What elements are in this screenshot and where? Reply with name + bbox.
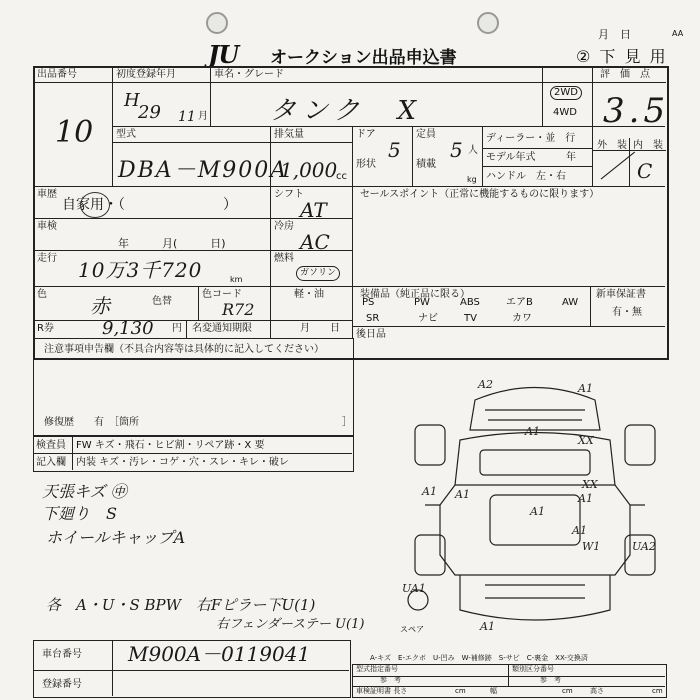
- damage-mark: A1: [530, 505, 545, 518]
- cert-size-label: 車検証明書 長さ: [356, 687, 408, 695]
- equip-airbag: エアB: [506, 297, 533, 308]
- color-label: 色: [37, 289, 47, 300]
- reg-no-label: 登録番号: [42, 679, 82, 690]
- form-title: オークション出品申込書: [270, 48, 457, 68]
- damage-legend: A-キズ E-エクボ U-凹み W-補修跡 S-サビ C-裏金 XX-交換済: [370, 654, 588, 662]
- fw-row: FW キズ・飛石・ヒビ割・リペア跡・X 要: [76, 440, 265, 451]
- model-value: DBA－M900A: [118, 158, 289, 183]
- first-reg-year: 29: [138, 102, 161, 123]
- inspection-label: 車検: [37, 221, 57, 232]
- notes-label: 注意事項申告欄（不具合内容等は具体的に記入してください）: [44, 344, 324, 355]
- km-unit: km: [230, 275, 243, 284]
- doors-label: ドア: [356, 129, 376, 140]
- equip-pw: PW: [414, 297, 430, 308]
- repair-history-label: 修復歴 有 ［箇所: [44, 417, 139, 428]
- exterior-label: 外 装: [597, 140, 627, 151]
- capacity-label: 定員: [416, 129, 436, 140]
- copy-label: ② 下 見 用: [576, 47, 668, 66]
- punch-hole: [477, 12, 499, 34]
- cm-unit: cm: [562, 687, 573, 695]
- equip-sr: SR: [366, 313, 380, 324]
- capacity-unit: 人: [468, 145, 478, 156]
- model-designation-label: 型式指定番号: [356, 665, 398, 673]
- chassis-no-label: 車台番号: [42, 649, 82, 660]
- class-no-label: 類別区分番号: [512, 665, 554, 673]
- fuel-label: 燃料: [274, 253, 294, 264]
- fuel-gasoline: ガソリン: [296, 266, 340, 281]
- ref-label: 参 考: [540, 676, 561, 684]
- load-label: 積載: [416, 159, 436, 170]
- dealer-label: ディーラー・並 行: [486, 133, 576, 144]
- exterior-grade: ／: [600, 150, 630, 185]
- shape-label: 形状: [356, 159, 376, 170]
- damage-mark: A2: [478, 378, 493, 391]
- mileage-value: 10万3千720: [78, 258, 203, 282]
- car-name-value: タンク X: [270, 96, 422, 126]
- interior-row: 内装 キズ・汚レ・コゲ・穴・スレ・キレ・破レ: [76, 457, 289, 468]
- drive-2wd: 2WD: [550, 86, 582, 100]
- rating-value: 3.5: [603, 91, 670, 131]
- car-name-label: 車名・グレード: [214, 69, 284, 80]
- damage-mark: W1: [582, 540, 601, 553]
- aa-label: AA: [672, 29, 684, 38]
- repair-bracket: ］: [342, 417, 352, 428]
- interior-grade: C: [637, 159, 653, 183]
- rating-label: 評 価 点: [600, 69, 650, 80]
- damage-mark: UA2: [632, 540, 656, 553]
- note-line: ホイールキャップA: [46, 528, 186, 547]
- damage-mark: A1: [578, 492, 593, 505]
- equip-navi: ナビ: [418, 313, 438, 324]
- equip-abs: ABS: [460, 297, 480, 308]
- recycle-value: 9,130: [102, 318, 154, 339]
- damage-mark: XX: [578, 434, 594, 447]
- damage-mark: A1: [578, 382, 593, 395]
- sales-points-label: セールスポイント（正常に機能するものに限ります）: [360, 189, 600, 200]
- warranty-value: 有・無: [612, 307, 642, 318]
- handle-label: ハンドル 左・右: [486, 171, 566, 182]
- shift-value: AT: [300, 198, 327, 222]
- first-reg-label: 初度登録年月: [116, 69, 176, 80]
- load-unit: kg: [467, 175, 477, 184]
- recycle-label: R券: [37, 323, 54, 334]
- equipment-label: 装備品（純正品に限る）: [360, 289, 470, 300]
- ac-value: AC: [300, 230, 330, 254]
- model-year-unit: 年: [566, 152, 576, 163]
- doors-value: 5: [388, 138, 401, 162]
- color-code-label: 色コード: [202, 289, 242, 300]
- ac-label: 冷房: [274, 221, 294, 232]
- interior-label: 内 装: [633, 140, 663, 151]
- displacement-value: 1,000: [280, 158, 338, 182]
- damage-mark: A1: [525, 425, 540, 438]
- chassis-no-value: M900A－0119041: [128, 642, 311, 666]
- equip-ps: PS: [362, 297, 375, 308]
- first-reg-month-unit: 月: [198, 111, 208, 122]
- history-label: 車歴: [37, 189, 57, 200]
- note-line: 右フェンダーステー U(1): [216, 617, 365, 632]
- date-line: 月 日: [598, 28, 631, 41]
- damage-mark: A1: [422, 485, 437, 498]
- equip-tv: TV: [464, 313, 477, 324]
- inspection-date: 年 月( 日): [118, 237, 226, 250]
- history-value: 自家用・（ ）: [62, 197, 237, 213]
- punch-hole: [206, 12, 228, 34]
- damage-mark: A1: [455, 488, 470, 501]
- model-label: 型式: [116, 129, 136, 140]
- note-line: 天張キズ ㊥: [42, 482, 127, 501]
- car-damage-diagram: [400, 370, 670, 635]
- damage-mark: XX: [582, 478, 598, 491]
- first-reg-month: 11: [178, 109, 196, 125]
- equip-aw: AW: [562, 297, 579, 308]
- capacity-value: 5: [450, 138, 463, 162]
- model-year-label: モデル年式: [486, 152, 536, 163]
- damage-mark: A1: [480, 620, 495, 633]
- transfer-deadline-date: 月 日: [300, 323, 340, 334]
- lot-number-label: 出品番号: [37, 69, 77, 80]
- first-reg-era: H: [124, 90, 140, 111]
- width-label: 幅: [490, 687, 497, 695]
- displacement-unit: cc: [336, 171, 347, 182]
- yen-unit: 円: [172, 323, 182, 334]
- history-circle: [80, 192, 110, 218]
- note-line: 各 A・U・S BPW 右Fピラー下U(1): [46, 596, 316, 614]
- later-install-label: 後日品: [356, 329, 386, 340]
- cm-unit: cm: [455, 687, 466, 695]
- color-code-value: R72: [222, 300, 255, 319]
- cm-unit: cm: [652, 687, 663, 695]
- fuel-light-oil: 軽・油: [294, 289, 324, 300]
- ju-logo: JU: [208, 40, 239, 69]
- entry-label: 記入欄: [36, 457, 66, 468]
- displacement-label: 排気量: [274, 129, 304, 140]
- color-change-label: 色替: [152, 296, 172, 307]
- warranty-label: 新車保証書: [596, 289, 646, 300]
- color-value: 赤: [90, 294, 110, 318]
- shift-label: シフト: [274, 189, 304, 200]
- damage-mark: UA1: [402, 582, 426, 595]
- lot-number-value: 10: [55, 115, 94, 150]
- transfer-deadline-label: 名変通知期限: [192, 323, 252, 334]
- damage-mark: A1: [572, 524, 587, 537]
- height-label: 高さ: [590, 687, 604, 695]
- spare-label: スペア: [400, 625, 424, 634]
- mileage-label: 走行: [37, 253, 57, 264]
- inspector-label: 検査員: [36, 440, 66, 451]
- drive-4wd: 4WD: [553, 107, 577, 118]
- note-line: 下廻り S: [42, 504, 117, 523]
- equip-leather: カワ: [512, 313, 532, 324]
- ref-label: 参 考: [380, 676, 401, 684]
